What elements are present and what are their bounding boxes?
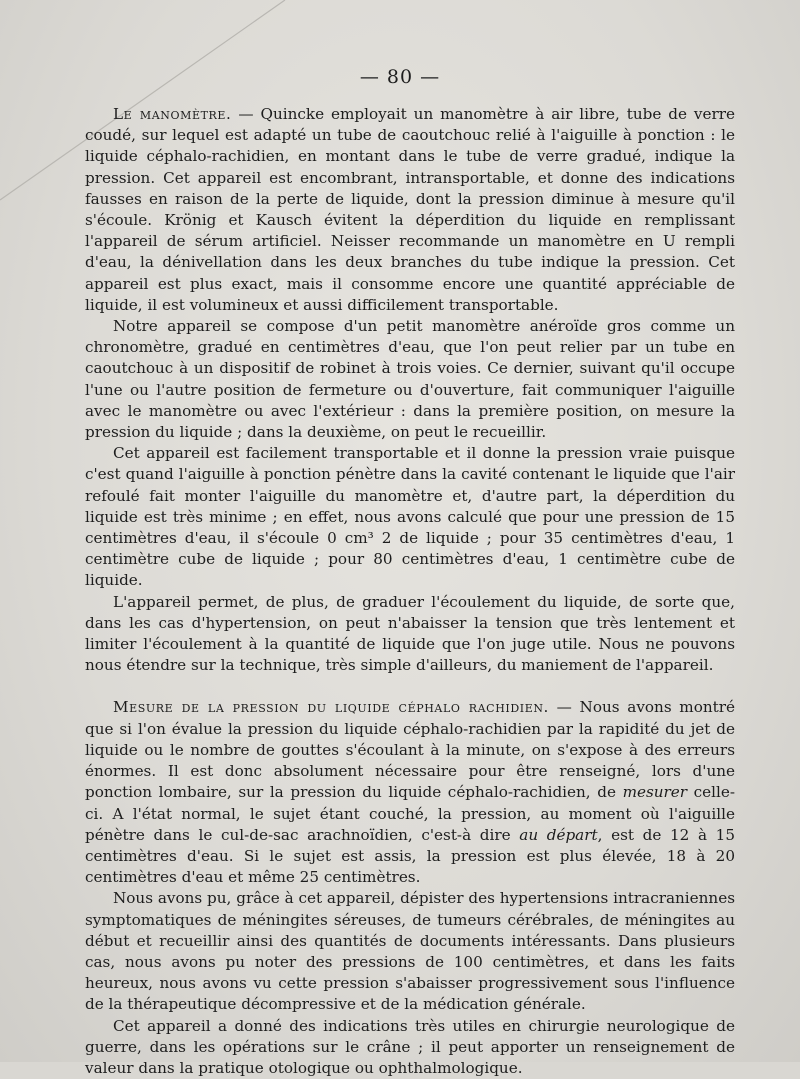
paragraph: Nous avons pu, grâce à cet appareil, dépister des hypertensions intracraniennes symptomatiques de méningites séreuses, de tumeurs cérébrales, de méningites au début et recueillir ainsi des quantités de documents intéressants. Dans plusieurs cas, nous avons pu noter des pressions de 100 centimètres, et dans les faits heureux, nous avons vu cette pression s'abaisser progressivement sous l'influence de la thérapeutique décompressive et de la médication générale. xyxy=(85,889,735,1014)
paragraph: Notre appareil se compose d'un petit manomètre anéroïde gros comme un chronomètre, gradué en centimètres d'eau, que l'on peut relier par un tube en caoutchouc à un dispositif de robinet à trois voies. Ce dernier, suivant qu'il occupe l'une ou l'autre position de fermeture ou d'ouverture, fait communiquer l'aiguille avec le manomètre ou avec l'extérieur : dans la première position, on mesure la pression du liquide ; dans la deuxième, on peut le recueillir. xyxy=(85,317,735,442)
paragraph: Cet appareil a donné des indications très utiles en chirurgie neurologique de guerre, dans les opérations sur le crâne ; il peut apporter un renseignement de valeur dans la pratique otologique ou ophthalmologique. xyxy=(85,1016,735,1077)
italic-term: mesurer xyxy=(622,783,688,802)
paragraph-text: — Nous avons montré que si l'on évalue la pression du liquide céphalo-rachidien par la rapidité du jet de liquide ou le nombre de gouttes s'écoulant à la minute, on s'expose à des erreurs énormes. Il est donc absolument nécessaire pour être renseigné, lors d'une ponction lombaire, sur la pression du liquide céphalo-rachidien, de xyxy=(85,698,735,802)
paragraph-text: — Quincke employait un manomètre à air libre, tube de verre coudé, sur lequel est adapté un tube de caoutchouc relié à l'aiguille à ponction : le liquide céphalo-rachidien, en montant dans le tube de verre gradué, indique la pression. Cet appareil est encombrant, intransportable, et donne des indications fausses en raison de la perte de liquide, dont la pression diminue à mesure qu'il s'écoule. Krönig et Kausch évitent la déperdition du liquide en remplissant l'appareil de sérum artificiel. Neisser recommande un manomètre en U rempli d'eau, la dénivellation dans les deux branches du tube indique la pression. Cet appareil est plus exact, mais il consomme encore une quantité appréciable de liquide, il est volumineux et aussi difficilement transportable. xyxy=(85,105,735,314)
paragraph-manometre xyxy=(85,104,735,316)
paragraph-text: , est de 12 à 15 centimètres d'eau. Si le sujet est assis, la pression est plus élevée, 18 à 20 centimètres d'eau et même 25 centimètres. xyxy=(85,825,735,887)
section-heading-manometre: Le manomètre. xyxy=(113,105,232,123)
paragraph: L'appareil permet, de plus, de graduer l'écoulement du liquide, de sorte que, dans les cas d'hypertension, on peut n'abaisser la tension que très lentement et limiter l'écoulement à la quantité de liquide que l'on juge utile. Nous ne pouvons nous étendre sur la technique, très simple d'ailleurs, du maniement de l'appareil. xyxy=(85,592,735,675)
paragraph: Cet appareil est facilement transportable et il donne la pression vraie puisque c'est quand l'aiguille à ponction pénètre dans la cavité contenant le liquide que l'air refoulé fait monter l'aiguille du manomètre et, d'autre part, la déperdition du liquide est très minime ; en effet, nous avons calculé que pour une pression de 15 centimètres d'eau, il s'écoule 0 cm³ 2 de liquide ; pour 35 centimètres d'eau, 1 centimètre cube de liquide ; pour 80 centimètres d'eau, 1 centimètre cube de liquide. xyxy=(85,444,735,590)
paragraph-mesure xyxy=(85,697,735,888)
italic-term: au départ xyxy=(519,825,598,844)
section-heading-mesure: Mesure de la pression du liquide céphalo rachidien. xyxy=(113,698,549,717)
page-number: — 80 — xyxy=(359,66,441,88)
paragraph-text: celle-ci. A l'état normal, le sujet étant couché, la pression, au moment où l'aiguille pénètre dans le cul-de-sac arachnoïdien, c'est-à dire xyxy=(85,783,736,844)
document-body xyxy=(85,104,735,1079)
